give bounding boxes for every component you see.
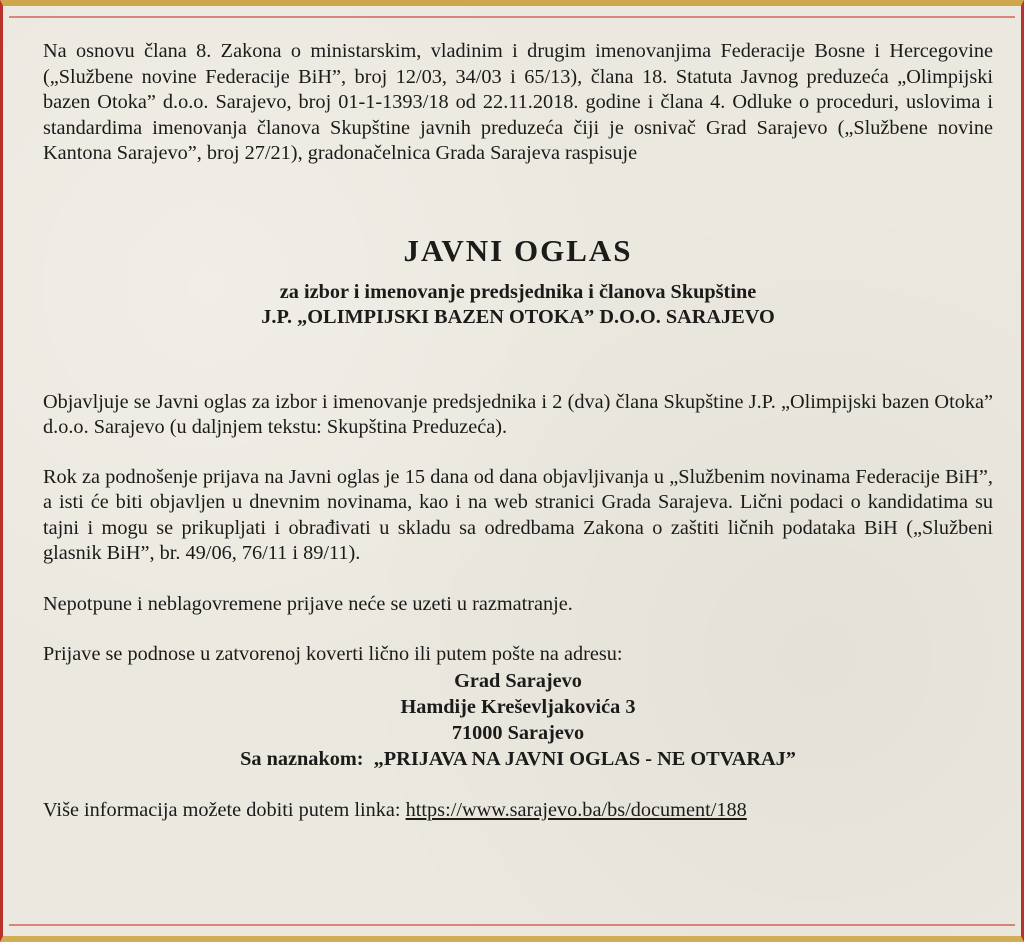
address-line-1: Grad Sarajevo [454,669,582,692]
more-info-text: Više informacija možete dobiti putem linka: [43,798,406,821]
address-line-3: 71000 Sarajevo [451,721,585,744]
more-info-paragraph [43,798,993,824]
subtitle-line-2: J.P. „OLIMPIJSKI BAZEN OTOKA” D.O.O. SARAJEVO [261,305,775,328]
top-rule [9,16,1015,18]
submission-address [43,668,993,772]
submission-paragraph: Prijave se podnose u zatvorenoj koverti lično ili putem pošte na adresu: [43,643,623,665]
notice-content [43,39,993,823]
intro-paragraph: Na osnovu člana 8. Zakona o ministarskim, vladinim i drugim imenovanjima Federacije Bosne i Hercegovine („Službene novine Federacije BiH”, broj 12/03, 34/03 i 65/13), člana 18. Statuta Javnog preduzeća „Olimpijski bazen Otoka” d.o.o. Sarajevo, broj 01-1-1393/18 od 22.11.2018. godine i člana 4. Odluke o proceduri, uslovima i standardima imenovanja članova Skupštine javnih preduzeća čiji je osnivač Grad Sarajevo („Službene novine Kantona Sarajevo”, broj 27/21), gradonačelnica Grada Sarajeva raspisuje [43,40,993,164]
deadline-paragraph: Rok za podnošenje prijava na Javni oglas je 15 dana od dana objavljivanja u „Službenim novinama Federacije BiH”, a isti će biti objavljen u dnevnim novinama, kao i na web stranici Grada Sarajeva. Lični podaci o kandidatima su tajni i mogu se prikupljati i obrađivati u skladu sa odredbama Zakona o zaštiti ličnih podataka BiH („Službeni glasnik BiH”, br. 49/06, 76/11 i 89/11). [43,465,993,564]
address-line-4: Sa naznakom: „PRIJAVA NA JAVNI OGLAS - NE OTVARAJ” [240,747,796,770]
notice-subtitle [43,280,993,330]
announcement-paragraph: Objavljuje se Javni oglas za izbor i imenovanje predsjednika i 2 (dva) člana Skupštine J.P. „Olimpijski bazen Otoka” d.o.o. Sarajevo (u daljnjem tekstu: Skupština Preduzeća). [43,390,993,438]
address-line-2: Hamdije Kreševljakovića 3 [400,695,636,718]
more-info-link[interactable]: https://www.sarajevo.ba/bs/document/188 [405,798,747,821]
subtitle-line-1: za izbor i imenovanje predsjednika i članova Skupštine [279,280,757,303]
notice-title: JAVNI OGLAS [403,232,633,268]
bottom-rule [9,924,1015,926]
incomplete-applications-paragraph: Nepotpune i neblagovremene prijave neće se uzeti u razmatranje. [43,592,573,615]
